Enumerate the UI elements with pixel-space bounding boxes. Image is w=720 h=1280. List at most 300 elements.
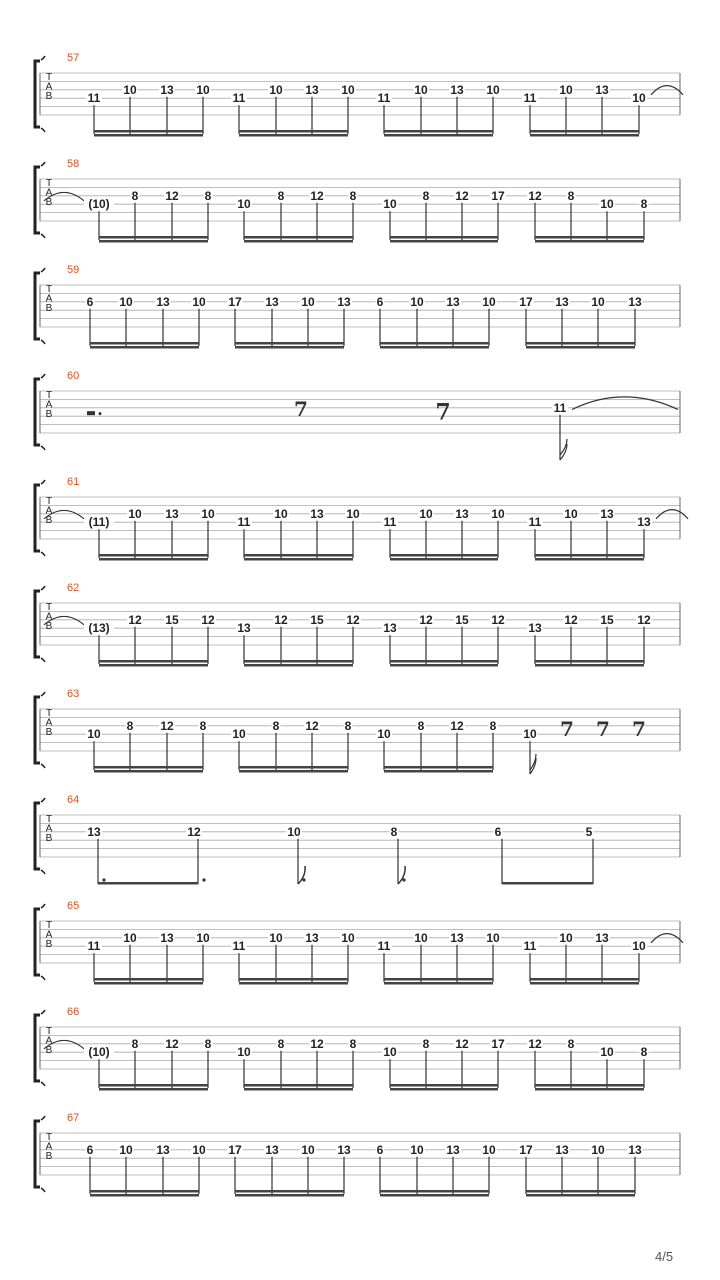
fret-number: (10)	[88, 1045, 110, 1060]
tab-clef-letter: A	[45, 399, 53, 411]
tab-clef-letter: B	[45, 515, 53, 526]
fret-number: 10	[341, 82, 355, 97]
beam	[94, 134, 203, 137]
tie-out-arc	[656, 510, 688, 519]
beam	[235, 1190, 344, 1193]
fret-number: 8	[277, 1036, 285, 1051]
fret-number: 8	[204, 1036, 212, 1051]
measure-number: 58	[67, 158, 80, 170]
fret-number: 13	[450, 930, 464, 945]
fret-number: 13	[383, 621, 397, 636]
tab-clef-letter: B	[45, 833, 53, 844]
beam	[90, 1194, 199, 1197]
fret-number: 8	[131, 188, 139, 203]
beam	[244, 1084, 353, 1087]
fret-number: 8	[567, 1036, 575, 1051]
fret-number: 6	[376, 294, 384, 309]
fret-number: 13	[305, 930, 319, 945]
beam	[99, 558, 208, 561]
bracket-hook-top	[41, 268, 45, 272]
bracket-hook-bottom	[41, 1188, 45, 1192]
tab-clef-letter: B	[45, 91, 53, 102]
beam	[244, 554, 353, 557]
fret-number: 10	[301, 294, 315, 309]
beam	[94, 770, 203, 773]
tab-clef-letter: T	[45, 496, 53, 507]
fret-number: 12	[346, 612, 360, 627]
fret-number: 12	[201, 612, 215, 627]
fret-number: 12	[305, 718, 319, 733]
fret-number: 5	[585, 824, 593, 839]
beam	[99, 554, 208, 557]
fret-number: 10	[486, 82, 500, 97]
beam	[390, 1084, 498, 1087]
fret-number: 13	[237, 621, 251, 636]
fret-number: 12	[450, 718, 464, 733]
fret-number: 12	[528, 188, 542, 203]
fret-number: 15	[455, 612, 469, 627]
measure-number: 67	[67, 1112, 80, 1124]
beam	[94, 978, 203, 981]
staff-system	[35, 1112, 680, 1197]
system-bracket	[35, 1015, 40, 1081]
fret-number: 12	[187, 824, 201, 839]
measure-number: 60	[67, 370, 80, 382]
fret-number: 13	[450, 82, 464, 97]
fret-number: 12	[564, 612, 578, 627]
fret-number: 13	[87, 824, 101, 839]
beam	[239, 982, 348, 985]
fret-number: 10	[482, 294, 496, 309]
fret-number: 10	[632, 91, 646, 106]
duration-dot	[302, 878, 305, 881]
fret-number: 11	[87, 939, 101, 954]
eighth-rest: 7	[294, 397, 308, 422]
tab-clef-letter: A	[45, 823, 53, 835]
beam	[384, 130, 493, 133]
fret-number: 8	[126, 718, 134, 733]
beam	[239, 766, 348, 769]
bracket-hook-bottom	[41, 764, 45, 768]
fret-number: 10	[87, 727, 101, 742]
beam	[99, 1084, 208, 1087]
fret-number: 6	[376, 1142, 384, 1157]
beam	[535, 554, 644, 557]
beam	[530, 978, 639, 981]
fret-number: 11	[377, 939, 391, 954]
fret-number: 8	[417, 718, 425, 733]
beam	[239, 134, 348, 137]
tab-clef-letter: T	[45, 72, 53, 83]
fret-number: 10	[383, 197, 397, 212]
note-flag	[560, 439, 567, 455]
fret-number: 10	[201, 506, 215, 521]
fret-number: 8	[390, 824, 398, 839]
tab-clef-letter: A	[45, 929, 53, 941]
bracket-hook-bottom	[41, 552, 45, 556]
fret-number: 8	[422, 188, 430, 203]
bracket-hook-bottom	[41, 870, 45, 874]
fret-number: 10	[119, 1142, 133, 1157]
beam	[390, 558, 498, 561]
staff-system	[35, 688, 680, 774]
bracket-hook-bottom	[41, 128, 45, 132]
bracket-hook-bottom	[41, 1082, 45, 1086]
fret-number: 13	[310, 506, 324, 521]
tab-clef-letter: B	[45, 621, 53, 632]
tab-clef-letter: B	[45, 1045, 53, 1056]
fret-number: 15	[310, 612, 324, 627]
fret-number: (11)	[88, 515, 110, 530]
note-flag	[530, 754, 536, 770]
bracket-hook-top	[41, 1010, 45, 1014]
beam	[99, 1088, 208, 1091]
measure-number: 61	[67, 476, 80, 488]
fret-number: 8	[199, 718, 207, 733]
system-bracket	[35, 379, 40, 445]
beam	[94, 766, 203, 769]
fret-number: 17	[228, 294, 242, 309]
staff-system	[35, 52, 683, 137]
fret-number: 13	[337, 1142, 351, 1157]
fret-number: 12	[274, 612, 288, 627]
fret-number: 13	[160, 82, 174, 97]
fret-number: 13	[628, 294, 642, 309]
measure-number: 57	[67, 52, 80, 64]
beam	[384, 766, 493, 769]
fret-number: 17	[491, 188, 505, 203]
fret-number: 15	[165, 612, 179, 627]
fret-number: 8	[131, 1036, 139, 1051]
beam	[239, 770, 348, 773]
beam	[530, 130, 639, 133]
fret-number: 10	[564, 506, 578, 521]
beam	[535, 236, 644, 239]
beam	[535, 1088, 644, 1091]
beam	[99, 664, 208, 667]
measure-number: 64	[67, 794, 80, 806]
tab-clef-letter: B	[45, 1151, 53, 1162]
fret-number: 10	[410, 294, 424, 309]
system-bracket	[35, 167, 40, 233]
beam	[526, 1194, 635, 1197]
tab-clef-letter: A	[45, 81, 53, 93]
tab-clef-letter: T	[45, 1026, 53, 1037]
beam	[535, 558, 644, 561]
fret-number: 10	[600, 1045, 614, 1060]
bracket-hook-bottom	[41, 234, 45, 238]
fret-number: 11	[528, 515, 542, 530]
tab-clef-letter: T	[45, 178, 53, 189]
fret-number: 10	[486, 930, 500, 945]
beam	[380, 346, 489, 349]
fret-number: 10	[237, 197, 251, 212]
system-bracket	[35, 273, 40, 339]
fret-number: (13)	[88, 621, 110, 636]
tab-clef-letter: T	[45, 602, 53, 613]
fret-number: 10	[123, 930, 137, 945]
beam	[526, 346, 635, 349]
fret-number: 8	[567, 188, 575, 203]
staff-system	[35, 794, 680, 885]
bracket-hook-bottom	[41, 446, 45, 450]
beam	[99, 236, 208, 239]
beam	[244, 664, 353, 667]
fret-number: 10	[274, 506, 288, 521]
beam	[384, 982, 493, 985]
fret-number: 8	[640, 1045, 648, 1060]
tab-clef-letter: T	[45, 814, 53, 825]
fret-number: 10	[232, 727, 246, 742]
page-number: 4/5	[655, 1249, 674, 1264]
beam	[526, 1190, 635, 1193]
beam	[380, 1190, 489, 1193]
beam	[530, 982, 639, 985]
fret-number: 13	[628, 1142, 642, 1157]
fret-number: 13	[595, 930, 609, 945]
fret-number: 11	[377, 91, 391, 106]
fret-number: 10	[414, 930, 428, 945]
fret-number: 6	[86, 294, 94, 309]
fret-number: 10	[591, 1142, 605, 1157]
tab-clef-letter: B	[45, 197, 53, 208]
beam	[244, 660, 353, 663]
beam	[502, 882, 593, 885]
fret-number: 10	[632, 939, 646, 954]
fret-number: 13	[156, 1142, 170, 1157]
fret-number: 10	[123, 82, 137, 97]
beam	[239, 978, 348, 981]
fret-number: 11	[383, 515, 397, 530]
sixteenth-rest: 7	[632, 717, 646, 742]
tab-clef-letter: T	[45, 708, 53, 719]
beam	[98, 882, 198, 885]
sixteenth-rest: 7	[560, 717, 574, 742]
fret-number: 11	[237, 515, 251, 530]
tab-clef-letter: B	[45, 727, 53, 738]
beam	[235, 342, 344, 345]
fret-number: 12	[160, 718, 174, 733]
bracket-hook-bottom	[41, 658, 45, 662]
fret-number: 12	[310, 1036, 324, 1051]
tab-clef-letter: B	[45, 409, 53, 420]
fret-number: 12	[455, 188, 469, 203]
beam	[390, 236, 498, 239]
tie-out-arc	[651, 934, 683, 943]
system-bracket	[35, 909, 40, 975]
fret-number: 13	[555, 1142, 569, 1157]
tab-clef-letter: T	[45, 284, 53, 295]
beam	[380, 342, 489, 345]
staff-system	[35, 264, 680, 349]
beam	[90, 1190, 199, 1193]
fret-number: 11	[87, 91, 101, 106]
fret-number: 12	[419, 612, 433, 627]
fret-number: 13	[305, 82, 319, 97]
beam	[90, 346, 199, 349]
fret-number: 10	[419, 506, 433, 521]
tab-clef-letter: B	[45, 939, 53, 950]
fret-number: 12	[637, 612, 651, 627]
beam	[535, 240, 644, 243]
fret-number: 12	[310, 188, 324, 203]
bracket-hook-top	[41, 374, 45, 378]
staff-system	[35, 370, 680, 460]
beam	[235, 1194, 344, 1197]
staff-system	[35, 158, 680, 243]
fret-number: 10	[559, 930, 573, 945]
fret-number: 8	[277, 188, 285, 203]
system-bracket	[35, 485, 40, 551]
fret-number: 10	[414, 82, 428, 97]
bracket-hook-top	[41, 56, 45, 60]
fret-number: 8	[349, 1036, 357, 1051]
fret-number: 17	[491, 1036, 505, 1051]
duration-dot	[102, 878, 105, 881]
beam	[99, 660, 208, 663]
beam	[244, 1088, 353, 1091]
fret-number: 17	[519, 1142, 533, 1157]
fret-number: 10	[301, 1142, 315, 1157]
bracket-hook-top	[41, 1116, 45, 1120]
bracket-hook-top	[41, 480, 45, 484]
fret-number: 10	[119, 294, 133, 309]
system-bracket	[35, 1121, 40, 1187]
fret-number: 13	[555, 294, 569, 309]
fret-number: 11	[553, 400, 567, 415]
beam	[384, 134, 493, 137]
fret-number: 12	[528, 1036, 542, 1051]
fret-number: 6	[494, 824, 502, 839]
beam	[535, 664, 644, 667]
system-bracket	[35, 803, 40, 869]
staff-system	[35, 476, 688, 561]
fret-number: 13	[446, 294, 460, 309]
fret-number: 10	[559, 82, 573, 97]
beam	[384, 770, 493, 773]
fret-number: (10)	[88, 197, 110, 212]
measure-number: 63	[67, 688, 80, 700]
bracket-hook-top	[41, 798, 45, 802]
measure-number: 66	[67, 1006, 80, 1018]
bracket-hook-bottom	[41, 976, 45, 980]
system-bracket	[35, 61, 40, 127]
fret-number: 8	[204, 188, 212, 203]
beam	[530, 134, 639, 137]
beam	[390, 554, 498, 557]
measure-number: 65	[67, 900, 80, 912]
fret-number: 8	[489, 718, 497, 733]
fret-number: 10	[377, 727, 391, 742]
tab-clef-letter: A	[45, 1141, 53, 1153]
system-bracket	[35, 591, 40, 657]
beam	[94, 982, 203, 985]
fret-number: 10	[410, 1142, 424, 1157]
fret-number: 8	[344, 718, 352, 733]
tab-clef-letter: A	[45, 1035, 53, 1047]
fret-number: 11	[232, 91, 246, 106]
staff-system	[35, 1006, 680, 1091]
fret-number: 13	[265, 294, 279, 309]
beam	[535, 660, 644, 663]
fret-number: 10	[196, 82, 210, 97]
fret-number: 10	[482, 1142, 496, 1157]
fret-number: 8	[272, 718, 280, 733]
fret-number: 10	[237, 1045, 251, 1060]
fret-number: 10	[287, 824, 301, 839]
tab-clef-letter: A	[45, 611, 53, 623]
fret-number: 10	[192, 1142, 206, 1157]
fret-number: 10	[346, 506, 360, 521]
bracket-hook-bottom	[41, 340, 45, 344]
beam	[390, 240, 498, 243]
fret-number: 10	[383, 1045, 397, 1060]
rest-dot	[99, 412, 102, 415]
fret-number: 8	[422, 1036, 430, 1051]
fret-number: 10	[600, 197, 614, 212]
fret-number: 17	[519, 294, 533, 309]
beam	[526, 342, 635, 345]
beam	[390, 664, 498, 667]
fret-number: 11	[523, 939, 537, 954]
bracket-hook-top	[41, 904, 45, 908]
beam	[244, 236, 353, 239]
beam	[99, 240, 208, 243]
fret-number: 11	[232, 939, 246, 954]
fret-number: 15	[600, 612, 614, 627]
tab-clef-letter: T	[45, 1132, 53, 1143]
fret-number: 12	[165, 188, 179, 203]
fret-number: 10	[196, 930, 210, 945]
system-bracket	[35, 697, 40, 763]
fret-number: 10	[591, 294, 605, 309]
tab-clef-letter: A	[45, 505, 53, 517]
beam	[535, 1084, 644, 1087]
fret-number: 11	[523, 91, 537, 106]
fret-number: 10	[491, 506, 505, 521]
fret-number: 10	[341, 930, 355, 945]
fret-number: 13	[165, 506, 179, 521]
beam	[390, 660, 498, 663]
fret-number: 10	[269, 930, 283, 945]
fret-number: 13	[637, 515, 651, 530]
half-rest	[87, 411, 95, 415]
beam	[244, 240, 353, 243]
tab-clef-letter: B	[45, 303, 53, 314]
fret-number: 12	[165, 1036, 179, 1051]
sixteenth-rest: 7	[435, 399, 451, 426]
fret-number: 13	[600, 506, 614, 521]
fret-number: 13	[595, 82, 609, 97]
beam	[235, 346, 344, 349]
fret-number: 13	[446, 1142, 460, 1157]
fret-number: 17	[228, 1142, 242, 1157]
fret-number: 13	[455, 506, 469, 521]
bracket-hook-top	[41, 586, 45, 590]
tie-out-arc	[651, 86, 683, 95]
beam	[94, 130, 203, 133]
tab-clef-letter: T	[45, 390, 53, 401]
beam	[390, 1088, 498, 1091]
beam	[239, 130, 348, 133]
sixteenth-rest: 7	[596, 717, 610, 742]
fret-number: 10	[128, 506, 142, 521]
beam	[244, 558, 353, 561]
beam	[90, 342, 199, 345]
measure-number: 59	[67, 264, 80, 276]
tab-clef-letter: A	[45, 187, 53, 199]
fret-number: 12	[455, 1036, 469, 1051]
